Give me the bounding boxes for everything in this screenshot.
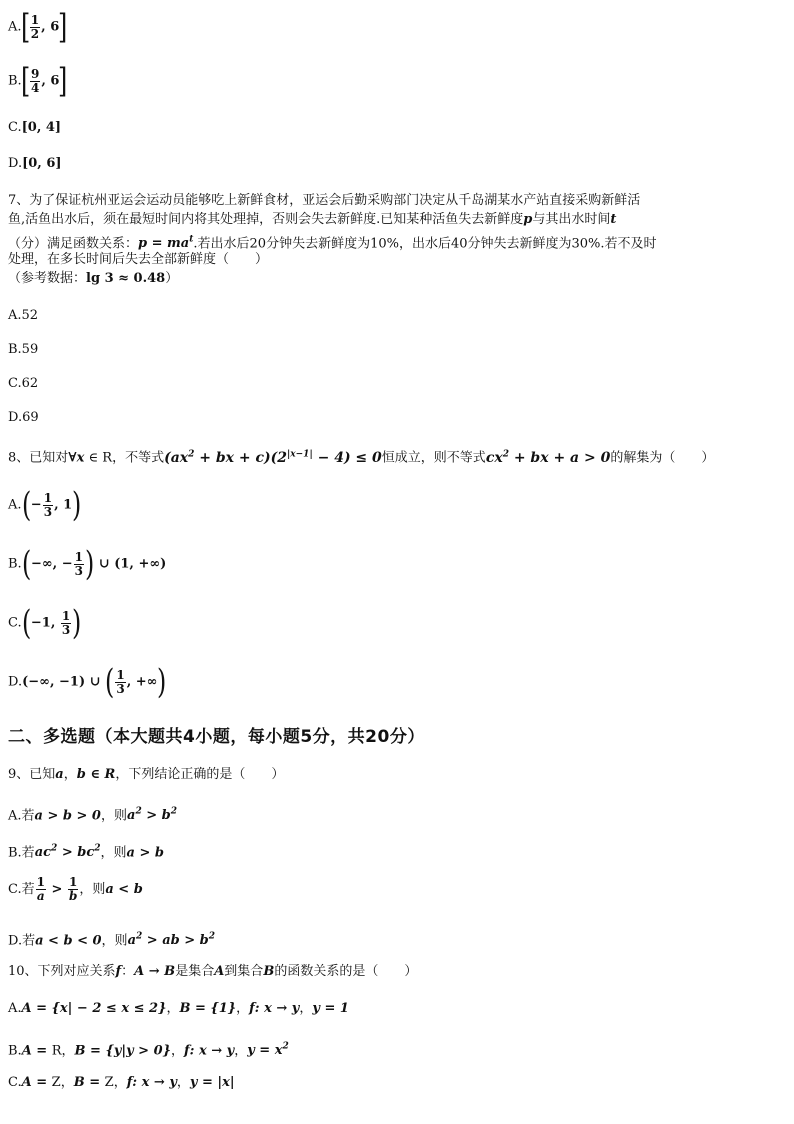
q9-option-a: A.若a > b > 0，则$a^2 > b^2$ [8, 807, 178, 824]
q8-option-d: D.(−∞, −1) ∪ ( $\frac{1}{3}$ , +∞) [8, 662, 167, 702]
q8-option-c: C.(−1, $\frac{1}{3}$ ) [8, 603, 82, 643]
q8-option-b: B.(−∞, − $\frac{1}{3}$ ) ∪ (1, +∞) [8, 544, 167, 584]
q10-option-a: A.A = {x| − 2 ≤ x ≤ 2}，B = {1}，f: x → y，y = 1 [8, 1001, 349, 1016]
q10-option-c: C.A = Z，B = Z，f: x → y，y = |x| [8, 1075, 235, 1090]
q8-stem: 8、已知对∀x ∈ R，不等式($ax^2$ + bx + $c)(2^{|x-1|} - 4) \le 0$恒成立，则不等式$cx^2$ + bx + a > 0的解集为（ ） [8, 449, 715, 466]
q7-option-c: C.62 [8, 376, 39, 391]
q7-reference: （参考数据：lg 3 ≈ 0.48） [8, 271, 179, 286]
q7-option-a: A.52 [8, 308, 39, 323]
q7-option-d: D.69 [8, 410, 39, 425]
option-label: B. [8, 73, 22, 89]
q10-stem: 10、下列对应关系f：A → B是集合A到集合B的函数关系的是（ ） [8, 964, 418, 979]
q6-option-d: D.[0, 6] [8, 156, 62, 171]
q7-option-b: B.59 [8, 342, 39, 357]
option-label: A. [8, 19, 22, 35]
q9-option-b: B.若$ac^2 > bc^2$，则a > b [8, 844, 164, 861]
section-heading: 二、多选题（本大题共4小题，每小题5分，共20分） [8, 727, 425, 747]
q9-option-c: C.若 $\frac{1}{a}$ > $\frac{1}{b}$ ，则a < b [8, 875, 143, 903]
q7-stem-line4: 处理，在多长时间后失去全部新鲜度（ ） [8, 252, 269, 267]
q9-stem: 9、已知a，b ∈ R，下列结论正确的是（ ） [8, 767, 285, 782]
q10-option-b: B.A = R，B = {y|y > 0}，f: x → y，$y = x^2$ [8, 1042, 289, 1059]
q7-stem-line3: （分）满足函数关系：$p = ma^t$.若出水后20分钟失去新鲜度为10%，出水后40分钟失去新鲜度为30%.若不及时 [8, 235, 657, 252]
q6-option-c: C.[0, 4] [8, 120, 62, 135]
q9-option-d: D.若a < b < 0，则$a^2$ > ab > $b^2$ [8, 932, 216, 949]
q6-option-b: B.[ $\frac{9}{4}$ , 6] [8, 61, 68, 101]
q8-option-a: A.(− $\frac{1}{3}$ , 1) [8, 485, 82, 525]
q6-option-a: A.[ $\frac{1}{2}$ , 6] [8, 7, 68, 47]
q7-stem-line2: 鱼,活鱼出水后，须在最短时间内将其处理掉，否则会失去新鲜度.已知某种活鱼失去新鲜度p与其出水时间t [8, 212, 617, 227]
q7-stem-line1: 7、为了保证杭州亚运会运动员能够吃上新鲜食材，亚运会后勤采购部门决定从千岛湖某水产站直接采购新鲜活 [8, 193, 641, 208]
